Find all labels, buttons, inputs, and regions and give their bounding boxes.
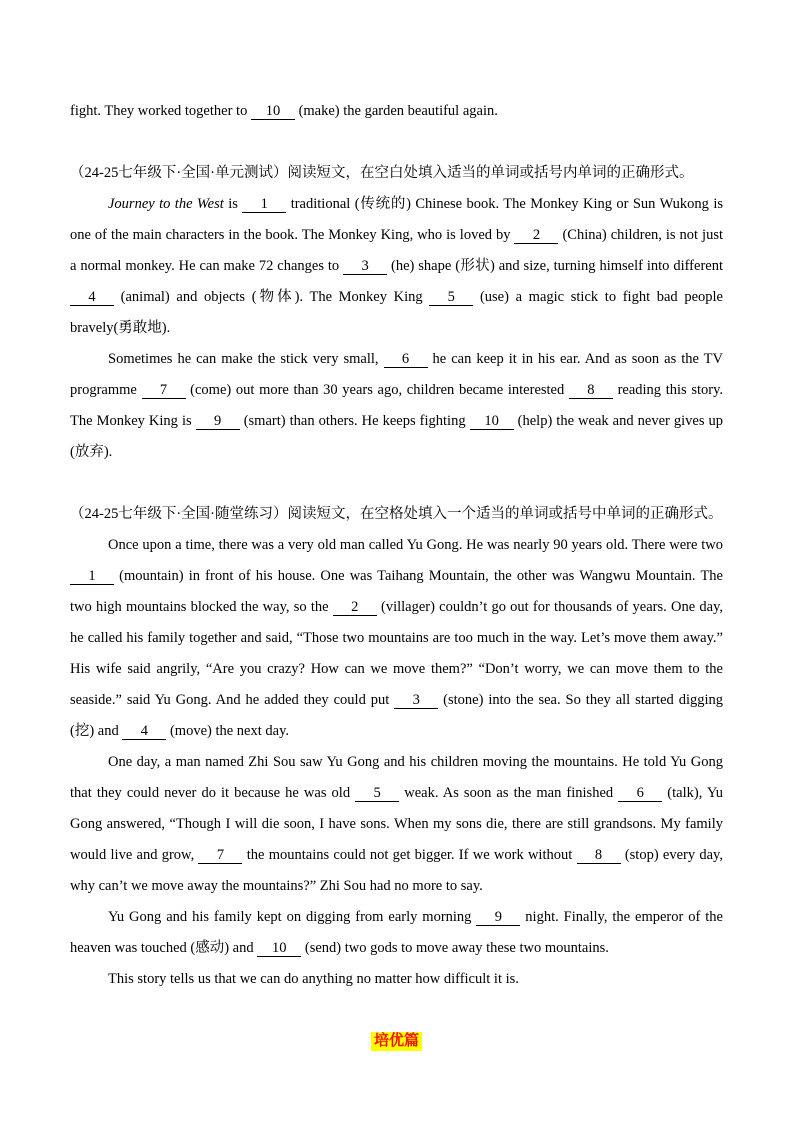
- fill-in-blank-6: 6: [618, 785, 662, 802]
- section-badge: 培优篇: [371, 1032, 422, 1051]
- blank-line: [70, 127, 723, 158]
- passage-2-paragraph-3: Yu Gong and his family kept on digging from early morning 9 night. Finally, the emperor of the heaven was touched (感动) and 10 (send) two gods to move away these two mountains.: [70, 909, 723, 956]
- fill-in-blank-1: 1: [70, 568, 114, 585]
- fill-in-blank-10: 10: [470, 413, 514, 430]
- fill-in-blank-2: 2: [514, 227, 558, 244]
- passage-1-paragraph-2: Sometimes he can make the stick very small, 6 he can keep it in his ear. And as soon as the TV programme 7 (come) out more than 30 years ago, children became interested 8 reading this story. The Monkey King is 9 (smart) than others. He keeps fighting 10 (help) the weak and never gives up (放弃).: [70, 351, 724, 460]
- fill-in-blank-7: 7: [142, 382, 186, 399]
- section-1-heading: （24-25七年级下·全国·单元测试）阅读短文，在空白处填入适当的单词或括号内单词的正确形式。: [70, 165, 694, 181]
- fill-in-blank-4: 4: [70, 289, 114, 306]
- book-title: Journey to the West: [108, 196, 224, 212]
- fill-in-blank-2: 2: [333, 599, 377, 616]
- fill-in-blank-3: 3: [394, 692, 438, 709]
- fill-in-blank-3: 3: [343, 258, 387, 275]
- fill-in-blank-10: 10: [251, 103, 295, 120]
- fill-in-blank-4: 4: [122, 723, 166, 740]
- passage-1-paragraph-1: Journey to the West is 1 traditional (传统的) Chinese book. The Monkey King or Sun Wukong is one of the main characters in the book. The Monkey King, who is loved by 2 (China) children, is not just a normal monkey. He can make 72 changes to 3 (he) shape (形状) and size, turning himself into different 4 (animal) and objects (物体). The Monkey King 5 (use) a magic stick to fight bad people bravely(勇敢地).: [70, 196, 724, 336]
- blank-line: [70, 995, 723, 1026]
- passage-2-paragraph-1: Once upon a time, there was a very old man called Yu Gong. He was nearly 90 years old. There were two 1 (mountain) in front of his house. One was Taihang Mountain, the other was Wangwu Mountain. The two high mountains blocked the way, so the 2 (villager) couldn’t go out for thousands of years. One day, he called his family together and said, “Those two mountains are too much in the way. Let’s move them away.” His wife said angrily, “Are you crazy? How can we move them?” “Don’t worry, we can move them to the seaside.” said Yu Gong. And he added they could put 3 (stone) into the sea. So they all started digging (挖) and 4 (move) the next day.: [70, 537, 724, 739]
- fill-in-blank-6: 6: [384, 351, 428, 368]
- fill-in-blank-1: 1: [242, 196, 286, 213]
- fill-in-blank-8: 8: [569, 382, 613, 399]
- fill-in-blank-5: 5: [355, 785, 399, 802]
- fill-in-blank-7: 7: [198, 847, 242, 864]
- fill-in-blank-8: 8: [577, 847, 621, 864]
- passage-2-paragraph-2: One day, a man named Zhi Sou saw Yu Gong and his children moving the mountains. He told Yu Gong that they could never do it because he was old 5 weak. As soon as the man finished 6 (talk), Yu Gong answered, “Though I will die soon, I have sons. When my sons die, there are still grandsons. My family would live and grow, 7 the mountains could not get bigger. If we work without 8 (stop) every day, why can’t we move away the mountains?” Zhi Sou had no more to say.: [70, 754, 723, 894]
- blank-line: [70, 468, 723, 499]
- document-body: [70, 96, 723, 1026]
- fill-in-blank-10: 10: [257, 940, 301, 957]
- badge-line: [70, 1026, 723, 1057]
- fill-in-blank-5: 5: [429, 289, 473, 306]
- passage-2-paragraph-4: This story tells us that we can do anything no matter how difficult it is.: [108, 971, 519, 987]
- fill-in-blank-9: 9: [476, 909, 520, 926]
- fill-in-blank-9: 9: [196, 413, 240, 430]
- section-2-heading: （24-25七年级下·全国·随堂练习）阅读短文，在空格处填入一个适当的单词或括号中单词的正确形式。: [70, 506, 723, 522]
- passage-continuation: fight. They worked together to 10 (make) the garden beautiful again.: [70, 103, 498, 119]
